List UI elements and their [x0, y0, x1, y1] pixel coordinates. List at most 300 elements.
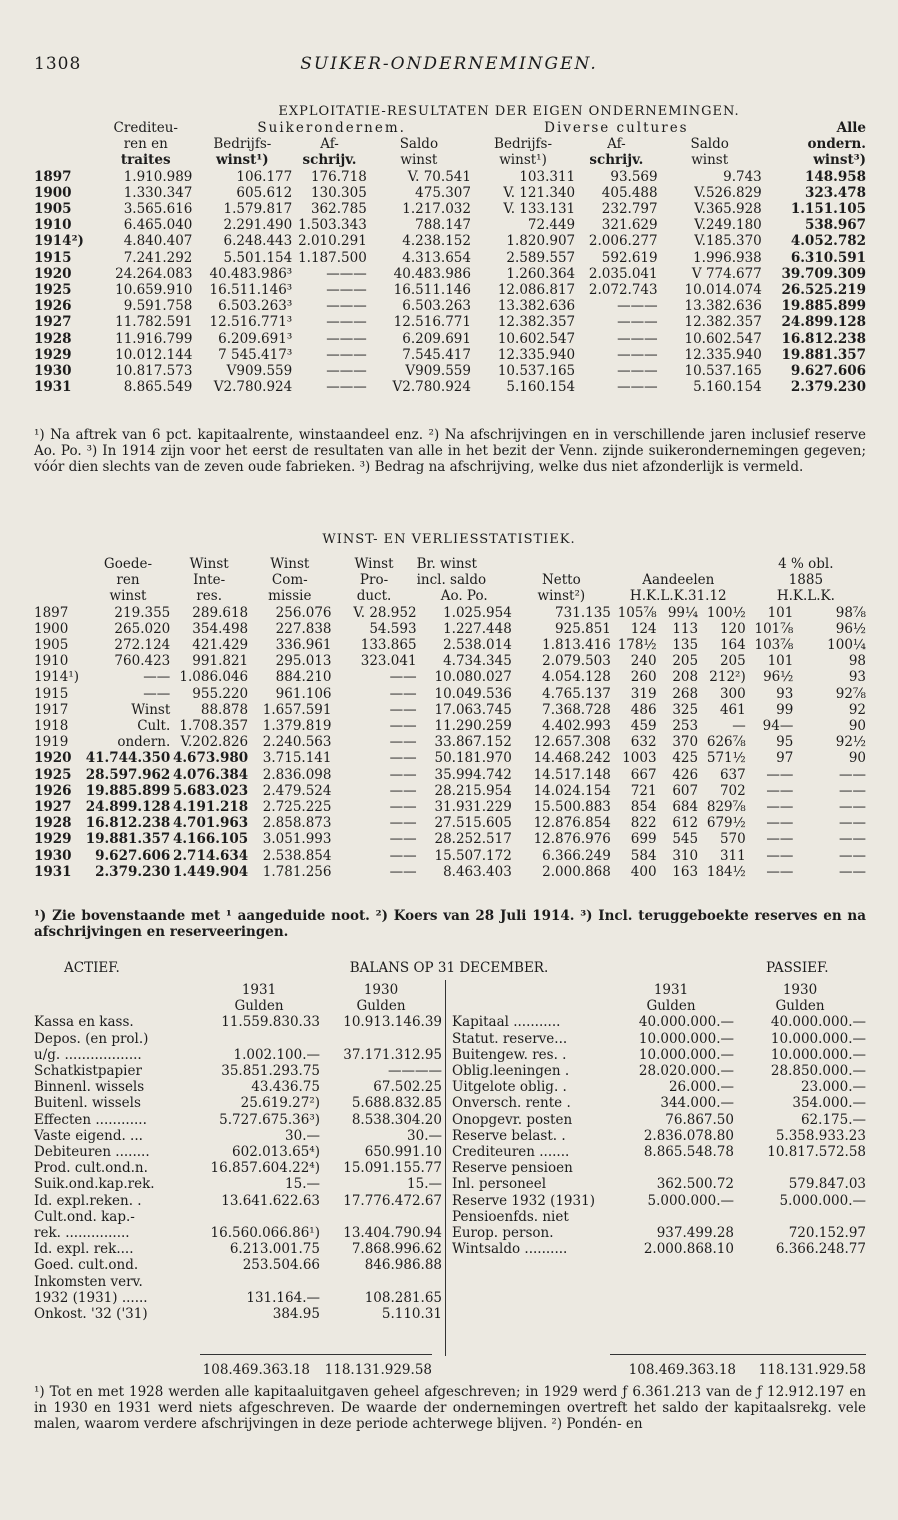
actief-row-cell: 5.688.832.85: [351, 1095, 442, 1112]
winst-row-cell: 96½: [835, 620, 866, 637]
winst-row-cell: ——: [766, 863, 794, 880]
actief-label: ACTIEF.: [64, 960, 120, 976]
obl-header-2: 1885: [788, 572, 824, 589]
exploitatie-row-cell: 2.010.291: [298, 233, 367, 250]
exploitatie-row-cell: 605.612: [236, 184, 293, 201]
exploitatie-row-cell: 4.052.782: [790, 233, 866, 250]
winst-row-cell: ——: [766, 799, 794, 816]
winst-row-cell: 93: [848, 669, 866, 686]
winst-row: [34, 686, 866, 702]
passief-total-1931: 108.469.363.18: [628, 1362, 736, 1378]
exploitatie-row-cell: V. 133.131: [503, 201, 576, 218]
actief-row-cell: 131.164.—: [246, 1289, 320, 1306]
netto-header-1: Netto: [541, 572, 581, 589]
passief-row: [452, 1079, 866, 1095]
winst-row-cell: 184½: [706, 863, 746, 880]
winst-row-cell: 486: [630, 701, 657, 718]
exploitatie-row-cell: 19.881.357: [781, 346, 866, 363]
aandeelen-header-1: Aandeelen: [642, 572, 715, 589]
winst-row-cell: ——: [389, 847, 417, 864]
exploitatie-row-cell: 2.072.743: [588, 282, 658, 299]
winst-row-cell: 2.379.230: [95, 863, 171, 880]
exploitatie-row-cell: 10.012.144: [115, 346, 193, 363]
actief-row-cell: 13.641.622.63: [221, 1192, 320, 1209]
exploitatie-row-cell: 10.659.910: [115, 282, 193, 299]
winst-row-cell: 325: [672, 701, 699, 718]
bedrijfswinst-header-1: Bedrijfs-: [213, 136, 272, 153]
passief-row-cell: 10.000.000.—: [770, 1030, 866, 1047]
exploitatie-row-cell: 16.511.146³: [209, 282, 293, 299]
exploitatie-row-cell: 2.291.490: [223, 217, 293, 234]
passief-row: [452, 1160, 866, 1176]
actief-total-rule: [200, 1354, 432, 1355]
actief-row-cell: Buitenl. wissels: [34, 1095, 141, 1112]
exploitatie-row: [34, 217, 866, 233]
winst-row-cell: 265.020: [114, 620, 171, 637]
winst-row-cell: 400: [630, 863, 657, 880]
exploitatie-row-cell: 4.238.152: [402, 233, 471, 250]
passief-row-cell: [608, 1160, 734, 1176]
actief-row-cell: 108.281.65: [364, 1289, 442, 1306]
actief-gulden-1931: Gulden: [234, 998, 284, 1015]
actief-row-cell: ————: [388, 1063, 442, 1080]
exploitatie-row-cell: 6.209.691³: [218, 330, 293, 347]
actief-row: [34, 1209, 442, 1225]
exploitatie-row-cell: 1.151.105: [790, 201, 866, 218]
exploitatie-row-cell: 130.305: [310, 184, 367, 201]
actief-row-cell: 5.727.675.36³): [219, 1111, 320, 1128]
passief-row-cell: 76.867.50: [665, 1111, 734, 1128]
exploitatie-row-cell: 106.177: [236, 168, 293, 185]
obl-header-3: H.K.L.K.: [776, 588, 835, 605]
exploitatie-row-cell: 2.006.277: [588, 233, 658, 250]
exploitatie-row-cell: ———: [326, 282, 367, 299]
passief-row-cell: [734, 1160, 866, 1176]
actief-row-cell: Depos. (en prol.): [34, 1030, 149, 1047]
passief-row-cell: 10.000.000.—: [638, 1046, 734, 1063]
passief-gulden-1930: Gulden: [775, 998, 825, 1015]
actief-row-cell: 25.619.27²): [240, 1095, 320, 1112]
exploitatie-row-cell: 1929: [34, 346, 72, 363]
actief-row: [34, 1257, 442, 1273]
exploitatie-row-cell: V 774.677: [691, 265, 762, 282]
exploitatie-row-cell: 10.014.074: [684, 282, 762, 299]
winst-row-cell: 300: [719, 685, 746, 702]
passief-row-cell: [608, 1209, 734, 1225]
winst-row-cell: ——: [839, 831, 866, 848]
actief-row-cell: Debiteuren ........: [34, 1144, 150, 1161]
d-bedrijfswinst-header-2: winst¹): [499, 152, 547, 169]
exploitatie-row-cell: 1920: [34, 265, 72, 282]
winst-row-cell: 120: [719, 620, 746, 637]
winst-row-cell: 98: [848, 653, 866, 670]
winst-row-cell: 1915: [34, 685, 69, 702]
winst-row-cell: Winst: [131, 701, 171, 718]
passief-row-cell: Inl. personeel: [452, 1176, 547, 1193]
d-saldo-header-2: winst: [691, 152, 729, 169]
winst-row-cell: 829⅞: [706, 799, 746, 816]
alle-header-3: winst³): [813, 152, 866, 169]
passief-row: [452, 1128, 866, 1144]
exploitatie-row-cell: 2.035.041: [588, 265, 658, 282]
passief-row-cell: 5.000.000.—: [779, 1192, 866, 1209]
winst-row-cell: 113: [672, 620, 699, 637]
exploitatie-row-cell: 1930: [34, 363, 72, 380]
winst-row-cell: 311: [719, 847, 746, 864]
winst-row-cell: 256.076: [275, 604, 332, 621]
winst-row-cell: 240: [630, 653, 657, 670]
winst-row-cell: ——: [839, 847, 866, 864]
passief-row-cell: 28.850.000.—: [770, 1063, 866, 1080]
winst-row-cell: 100¼: [827, 637, 866, 654]
actief-row-cell: Vaste eigend. ...: [34, 1127, 143, 1144]
winst-footnote: ¹) Zie bovenstaande met ¹ aangeduide noot. ²) Koers van 28 Juli 1914. ³) Incl. teruggeboekte reserves en na afschrijvingen en reserveeringen.: [34, 908, 866, 941]
passief-row: [452, 1063, 866, 1079]
winst-row-cell: 760.423: [114, 653, 171, 670]
winst-row-cell: 699: [630, 831, 657, 848]
winst-row-cell: 461: [719, 701, 746, 718]
winst-row-cell: 4.191.218: [172, 799, 249, 816]
exploitatie-row-cell: ———: [326, 379, 367, 396]
winst-row-cell: 684: [672, 799, 699, 816]
passief-row-cell: 344.000.—: [660, 1095, 734, 1112]
winst-row-cell: 14.517.148: [533, 766, 611, 783]
exploitatie-row: [34, 233, 866, 249]
actief-row-cell: 15.—: [285, 1176, 320, 1193]
winst-row-cell: 99¼: [667, 604, 699, 621]
passief-row-cell: 5.358.933.23: [775, 1127, 866, 1144]
group-diverse-header: Diverse cultures: [544, 120, 689, 136]
exploitatie-row-cell: 1931: [34, 379, 72, 396]
exploitatie-row-cell: 11.782.591: [115, 314, 193, 331]
winst-row-cell: ——: [389, 815, 417, 832]
actief-row-cell: Suik.ond.kap.rek.: [34, 1176, 155, 1193]
winst-row-cell: 1917: [34, 701, 69, 718]
actief-year-1930: 1930: [363, 982, 399, 998]
actief-row-cell: 1.002.100.—: [233, 1046, 320, 1063]
winst-row-cell: 6.366.249: [542, 847, 611, 864]
exploitatie-row-cell: 7.241.292: [123, 249, 193, 266]
exploitatie-row-cell: 4.840.407: [123, 233, 193, 250]
winst-row-cell: 1.708.357: [179, 718, 249, 735]
goede-header-2: ren: [116, 572, 140, 589]
winst-row-cell: 219.355: [114, 604, 171, 621]
winst-row-cell: 2.000.868: [542, 863, 611, 880]
exploitatie-row-cell: ———: [326, 298, 367, 315]
winst-row: [34, 653, 866, 669]
exploitatie-row-cell: 1.330.347: [123, 184, 193, 201]
winst-row-cell: 4.076.384: [172, 766, 249, 783]
goede-header-1: Goede-: [103, 556, 153, 572]
passief-row: [452, 1193, 866, 1209]
winst-row-cell: 667: [630, 766, 657, 783]
winst-row-cell: 4.765.137: [542, 685, 611, 702]
actief-row-cell: [198, 1031, 320, 1047]
passief-label: PASSIEF.: [766, 960, 829, 976]
passief-row-cell: 28.020.000.—: [638, 1063, 734, 1080]
exploitatie-row-cell: ———: [617, 314, 658, 331]
winst-row-cell: 103⅞: [754, 637, 794, 654]
actief-row-cell: 30.—: [285, 1127, 320, 1144]
exploitatie-row: [34, 266, 866, 282]
passief-row-cell: 8.865.548.78: [643, 1144, 734, 1161]
d-afschrijv-header-2: schrijv.: [589, 152, 644, 169]
exploitatie-rows: [34, 169, 866, 396]
winst-row-cell: 1930: [34, 847, 72, 864]
passief-row: [452, 1112, 866, 1128]
exploitatie-row-cell: V2.780.924: [213, 379, 293, 396]
exploitatie-row-cell: ———: [326, 363, 367, 380]
inte-header-2: Inte-: [193, 572, 226, 589]
passief-row-cell: 26.000.—: [668, 1079, 734, 1096]
winst-row-cell: 135: [672, 637, 699, 654]
actief-rows: [34, 1014, 442, 1322]
winst-row-cell: ——: [839, 799, 866, 816]
winst-row-cell: 1926: [34, 782, 72, 799]
winst-row-cell: 4.673.980: [172, 750, 249, 767]
winst-row-cell: ——: [389, 799, 417, 816]
winst-row-cell: 41.744.350: [85, 750, 171, 767]
winst-row-cell: 295.013: [275, 653, 332, 670]
alle-header-2: ondern.: [807, 136, 866, 153]
exploitatie-row-cell: 26.525.219: [781, 282, 866, 299]
winst-row-cell: 17.063.745: [434, 701, 512, 718]
winst-row-cell: 27.515.605: [434, 815, 512, 832]
winst-row-cell: 2.858.873: [262, 815, 332, 832]
passief-row-cell: Buitengew. res. .: [452, 1046, 567, 1063]
afschrijv-header-1: Af-: [320, 136, 339, 153]
exploitatie-row-cell: 24.264.083: [115, 265, 193, 282]
actief-row: [34, 1306, 442, 1322]
exploitatie-row-cell: 103.311: [519, 168, 576, 185]
winst-row-cell: 12.876.854: [533, 815, 611, 832]
winst-row-cell: 90: [848, 718, 866, 735]
exploitatie-row-cell: 538.967: [804, 217, 866, 234]
winst-row-cell: 925.851: [555, 620, 611, 637]
exploitatie-row-cell: 13.382.636: [497, 298, 576, 315]
exploitatie-row-cell: 16.511.146: [393, 282, 471, 299]
winst-row-cell: 94—: [762, 718, 794, 735]
page-header: [0, 56, 898, 80]
actief-row: [34, 1095, 442, 1111]
exploitatie-row-cell: 10.537.165: [684, 363, 762, 380]
exploitatie-row-cell: 475.307: [415, 184, 471, 201]
winst-row-cell: 11.290.259: [434, 718, 512, 735]
actief-row-cell: 15.—: [407, 1176, 442, 1193]
exploitatie-row-cell: 2.379.230: [790, 379, 866, 396]
winst-row-cell: ——: [389, 685, 417, 702]
actief-row-cell: Effecten ............: [34, 1111, 147, 1128]
winst-row-cell: 459: [630, 718, 657, 735]
winst-row-cell: 4.701.963: [172, 815, 249, 832]
winst-row-cell: 607: [672, 782, 699, 799]
actief-row-cell: 846.986.88: [364, 1257, 442, 1274]
exploitatie-row-cell: 24.899.128: [781, 314, 866, 331]
exploitatie-row-cell: 405.488: [601, 184, 658, 201]
actief-row: [34, 1225, 442, 1241]
exploitatie-row-cell: 12.382.357: [684, 314, 762, 331]
winst-row-cell: 1.449.904: [172, 863, 249, 880]
passief-row-cell: Wintsaldo ..........: [452, 1241, 568, 1258]
winst-row-cell: ——: [389, 766, 417, 783]
winst-row-cell: 19.885.899: [85, 782, 171, 799]
actief-row-cell: rek. ...............: [34, 1225, 130, 1242]
crediteuren-header-1: Crediteu-: [113, 120, 178, 136]
winst-row-cell: 991.821: [192, 653, 249, 670]
winst-row-cell: 15.500.883: [533, 799, 611, 816]
winst-row-cell: ——: [389, 831, 417, 848]
winst-row: [34, 750, 866, 766]
exploitatie-row-cell: V. 70.541: [407, 168, 471, 185]
actief-row: [34, 1128, 442, 1144]
exploitatie-row-cell: 9.591.758: [123, 298, 193, 315]
passief-row: [452, 1176, 866, 1192]
winst-row-cell: 88.878: [200, 701, 249, 718]
actief-row-cell: 6.213.001.75: [229, 1241, 320, 1258]
actief-row: [34, 1079, 442, 1095]
passief-row: [452, 1209, 866, 1225]
winst-row-cell: 1897: [34, 604, 69, 621]
winst-row-cell: 1.813.416: [542, 637, 611, 654]
actief-row-cell: [198, 1274, 320, 1290]
winst-row-cell: ——: [389, 750, 417, 767]
actief-row-cell: 43.436.75: [251, 1079, 320, 1096]
exploitatie-row-cell: 10.602.547: [497, 330, 576, 347]
winst-row-cell: ——: [389, 718, 417, 735]
winst-row-cell: 1.227.448: [443, 620, 512, 637]
exploitatie-row-cell: 4.313.654: [402, 249, 471, 266]
winst-row-cell: 2.538.854: [262, 847, 332, 864]
winst-row-cell: ——: [389, 782, 417, 799]
winst-row-cell: 133.865: [360, 637, 417, 654]
exploitatie-row-cell: 9.627.606: [790, 363, 866, 380]
exploitatie-row-cell: 6.465.040: [123, 217, 193, 234]
balans-footnote: ¹) Tot en met 1928 werden alle kapitaaluitgaven geheel afgeschreven; in 1929 werd ƒ 6.361.213 van de ƒ 12.912.197 en in 1930 en 1931 werd niets afgeschreven. De waarde der ondernemingen overtreft het saldo der kapitaalsrekg. vele malen, waarom verdere afschrijvingen in deze periode achterwege blijven. ²) Pondén- en: [34, 1384, 866, 1433]
exploitatie-row-cell: V909.559: [226, 363, 293, 380]
alle-header-1: Alle: [836, 120, 866, 136]
winst-row-cell: 205: [719, 653, 746, 670]
winst-row-cell: 90: [848, 750, 866, 767]
winst-row-cell: 253: [672, 718, 699, 735]
exploitatie-row-cell: 5.501.154: [223, 249, 293, 266]
winst-row-cell: 1905: [34, 637, 69, 654]
winst-rows: [34, 605, 866, 880]
actief-row-cell: 30.—: [407, 1127, 442, 1144]
exploitatie-row-cell: 6.503.263³: [218, 298, 293, 315]
actief-gulden-1930: Gulden: [356, 998, 406, 1015]
winst-row-cell: 354.498: [192, 620, 249, 637]
winst-row-cell: 96½: [763, 669, 794, 686]
exploitatie-row-cell: 6.209.691: [402, 330, 471, 347]
exploitatie-row-cell: 1926: [34, 298, 72, 315]
passief-row-cell: 2.000.868.10: [643, 1241, 734, 1258]
winst-row-cell: 1.657.591: [262, 701, 332, 718]
winst-row-cell: ——: [766, 815, 794, 832]
passief-row-cell: 62.175.—: [800, 1111, 866, 1128]
winst-row-cell: 289.618: [192, 604, 249, 621]
actief-row: [34, 1014, 442, 1030]
passief-row-cell: 10.000.000.—: [770, 1046, 866, 1063]
winst-row-cell: 93: [776, 685, 794, 702]
afschrijv-header-2: schrijv.: [302, 152, 357, 169]
winst-row-cell: V.202.826: [180, 734, 249, 751]
winst-row-cell: 426: [672, 766, 699, 783]
actief-row-cell: 11.559.830.33: [221, 1014, 320, 1031]
winst-row-cell: 35.994.742: [434, 766, 512, 783]
actief-row-cell: 253.504.66: [242, 1257, 320, 1274]
actief-row-cell: 384.95: [272, 1306, 320, 1323]
passief-row: [452, 1047, 866, 1063]
actief-row-cell: 16.857.604.22⁴): [210, 1160, 320, 1177]
winst-row-cell: 19.881.357: [85, 831, 171, 848]
exploitatie-row-cell: V.365.928: [694, 201, 762, 218]
exploitatie-row-cell: V.249.180: [694, 217, 762, 234]
exploitatie-row-cell: 321.629: [601, 217, 658, 234]
exploitatie-row-cell: 1.260.364: [506, 265, 576, 282]
exploitatie-row-cell: ———: [326, 330, 367, 347]
exploitatie-row-cell: 1.820.907: [506, 233, 576, 250]
winst-row-cell: 92: [848, 701, 866, 718]
exploitatie-row-cell: 5.160.154: [506, 379, 576, 396]
winst-row-cell: 632: [630, 734, 657, 751]
exploitatie-row-cell: ———: [617, 363, 658, 380]
winst-row-cell: 3.715.141: [262, 750, 332, 767]
winst-row-cell: 1.025.954: [443, 604, 512, 621]
winst-row-cell: 584: [630, 847, 657, 864]
actief-row: [34, 1112, 442, 1128]
actief-row-cell: Goed. cult.ond.: [34, 1257, 139, 1274]
exploitatie-row-cell: ———: [617, 379, 658, 396]
actief-row: [34, 1193, 442, 1209]
exploitatie-row-cell: 592.619: [601, 249, 658, 266]
com-header-1: Winst: [270, 556, 310, 572]
winst-row-cell: 178½: [617, 637, 657, 654]
winst-row-cell: 2.479.524: [262, 782, 332, 799]
winst-row-cell: Cult.: [137, 718, 171, 735]
winst-row-cell: ——: [839, 863, 866, 880]
passief-row: [452, 1225, 866, 1241]
actief-row-cell: 16.560.066.86¹): [210, 1225, 320, 1242]
winst-row-cell: 4.166.105: [172, 831, 249, 848]
winst-row-cell: 14.468.242: [533, 750, 611, 767]
goede-header-3: winst: [109, 588, 147, 605]
passief-row-cell: 354.000.—: [792, 1095, 866, 1112]
passief-gulden-1931: Gulden: [646, 998, 696, 1015]
winst-row-cell: 54.593: [369, 620, 417, 637]
exploitatie-row-cell: 1900: [34, 184, 72, 201]
winst-row-cell: 31.931.229: [434, 799, 512, 816]
winst-row-cell: 1900: [34, 620, 69, 637]
winst-row-cell: 1927: [34, 799, 72, 816]
winst-row-cell: 205: [672, 653, 699, 670]
saldo-header-2: winst: [400, 152, 438, 169]
winst-row-cell: 1.781.256: [262, 863, 332, 880]
passief-rows: [452, 1014, 866, 1257]
actief-row-cell: Inkomsten verv.: [34, 1273, 143, 1290]
winst-row-cell: 28.597.962: [85, 766, 171, 783]
exploitatie-row-cell: ———: [617, 346, 658, 363]
actief-table: [34, 982, 442, 1322]
exploitatie-row-cell: 12.516.771: [393, 314, 471, 331]
winst-row-cell: 731.135: [555, 604, 611, 621]
exploitatie-row-cell: 12.335.940: [684, 346, 762, 363]
passief-row-cell: 2.836.078.80: [643, 1127, 734, 1144]
crediteuren-header-2: ren en: [123, 136, 168, 153]
balans-title: BALANS OP 31 DECEMBER.: [349, 960, 549, 976]
exploitatie-row-cell: 1927: [34, 314, 72, 331]
exploitatie-row-cell: 1.996.938: [693, 249, 762, 266]
winst-row-cell: 4.054.128: [542, 669, 611, 686]
